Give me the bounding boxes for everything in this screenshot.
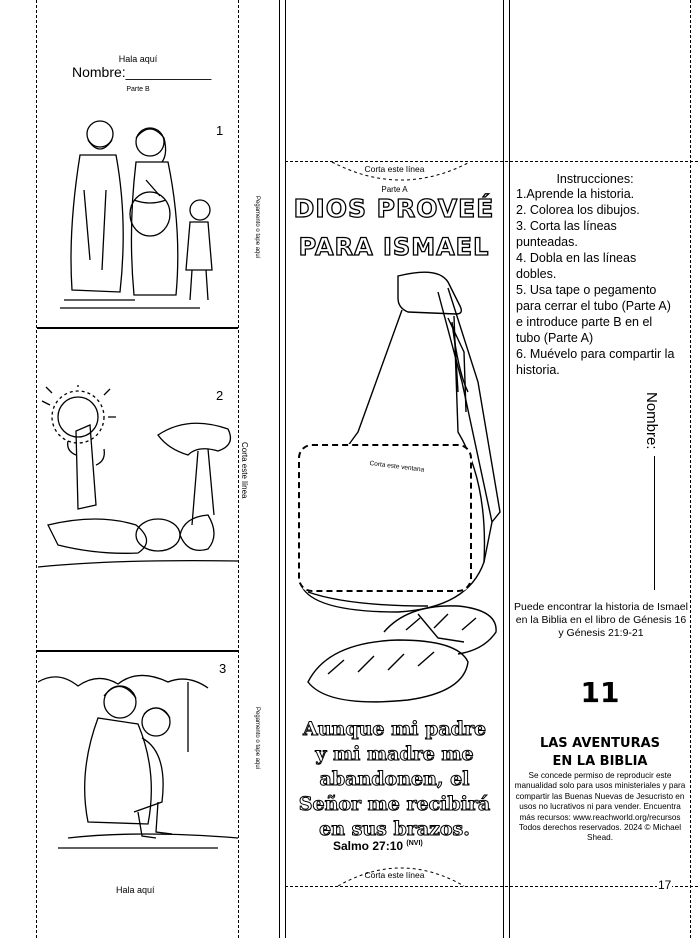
part-b-label: Parte B: [126, 86, 150, 93]
cut-line-label-bottom: Corta este línea: [364, 870, 425, 880]
story-reference: Puede encontrar la historia de Ismael en la Biblia en el libro de Génesis 16 y Génesis 21:9-21: [514, 601, 688, 639]
lesson-number: 11: [580, 676, 620, 709]
fold-line: [509, 0, 510, 938]
series-title-line1: LAS AVENTURAS: [539, 736, 661, 751]
cut-line-label-top: Corta este línea: [364, 164, 425, 174]
pull-here-label-top: Hala aquí: [118, 54, 158, 64]
name-field-label[interactable]: Nombre:___________: [72, 64, 212, 80]
instruction-item: 4. Dobla en las líneas dobles.: [516, 251, 637, 281]
scene-number: 3: [219, 661, 227, 676]
scene-illustration-embrace: [38, 662, 238, 862]
craft-title-line1: DIOS PROVEÉ: [293, 194, 495, 223]
verse-version: (NVI): [406, 840, 423, 847]
verse-reference: [333, 839, 423, 853]
window-cut-label: Corta este ventana: [369, 460, 425, 474]
name-field-vertical-line[interactable]: [654, 456, 655, 590]
instructions-title: Instrucciones:: [556, 172, 634, 186]
glue-here-label: Pegamento o tape aquí: [254, 196, 260, 259]
scene-number: 1: [216, 123, 224, 138]
instruction-item: 6. Muévelo para compartir la historia.: [516, 347, 675, 377]
instruction-item: 3. Corta las líneas punteadas.: [516, 219, 617, 249]
memory-verse-line: en sus brazos.: [319, 818, 470, 840]
fold-line: [503, 0, 504, 938]
instruction-item: 5. Usa tape o pegamento para cerrar el tubo (Parte A) e introduce parte B en el tubo (Parte A): [516, 283, 671, 345]
permission-notice: Se concede permiso de reproducir este manualidad solo para usos ministeriales y para compartir las Buenas Nuevas de Jesucristo en usos no lucrativos ni para vender. Encuentra más recursos: www.reachworld.org/recursos Todos derechos reservados. 2024 © Michael Shead.: [514, 771, 686, 843]
right-edge-cut-line: [690, 0, 691, 938]
memory-verse-line: Señor me recibirá: [298, 793, 491, 815]
scene-illustration-family: [50, 110, 220, 320]
verse-reference-text: Salmo 27:10: [333, 839, 404, 853]
scene-divider: [37, 650, 238, 652]
scene-number: 2: [216, 388, 224, 403]
series-title-line2: EN LA BIBLIA: [552, 754, 648, 769]
memory-verse-line: y mi madre me: [315, 743, 474, 765]
name-field-vertical: Nombre:: [643, 392, 660, 450]
memory-verse-line: abandonen, el: [319, 768, 470, 790]
scene-divider: [37, 327, 238, 329]
left-edge-cut-line: [36, 0, 37, 938]
instruction-item: 2. Colorea los dibujos.: [516, 203, 640, 217]
glue-here-label: Pegamento o tape aquí: [254, 707, 260, 770]
pull-here-label-bottom: Hala aquí: [116, 885, 155, 895]
part-a-label: Parte A: [381, 185, 408, 194]
scene-illustration-boy-under-bush: [38, 385, 238, 585]
memory-verse-line: Aunque mi padre: [302, 718, 487, 740]
cut-line-label: Corta este línea: [240, 442, 249, 499]
fold-line: [279, 0, 280, 938]
page-number: 17: [658, 878, 672, 892]
instruction-item: 1.Aprende la historia.: [516, 187, 635, 201]
instructions-list: [516, 186, 678, 378]
craft-title-line2: PARA ISMAEL: [298, 233, 490, 261]
left-panel-right-cut-line: [238, 0, 239, 938]
